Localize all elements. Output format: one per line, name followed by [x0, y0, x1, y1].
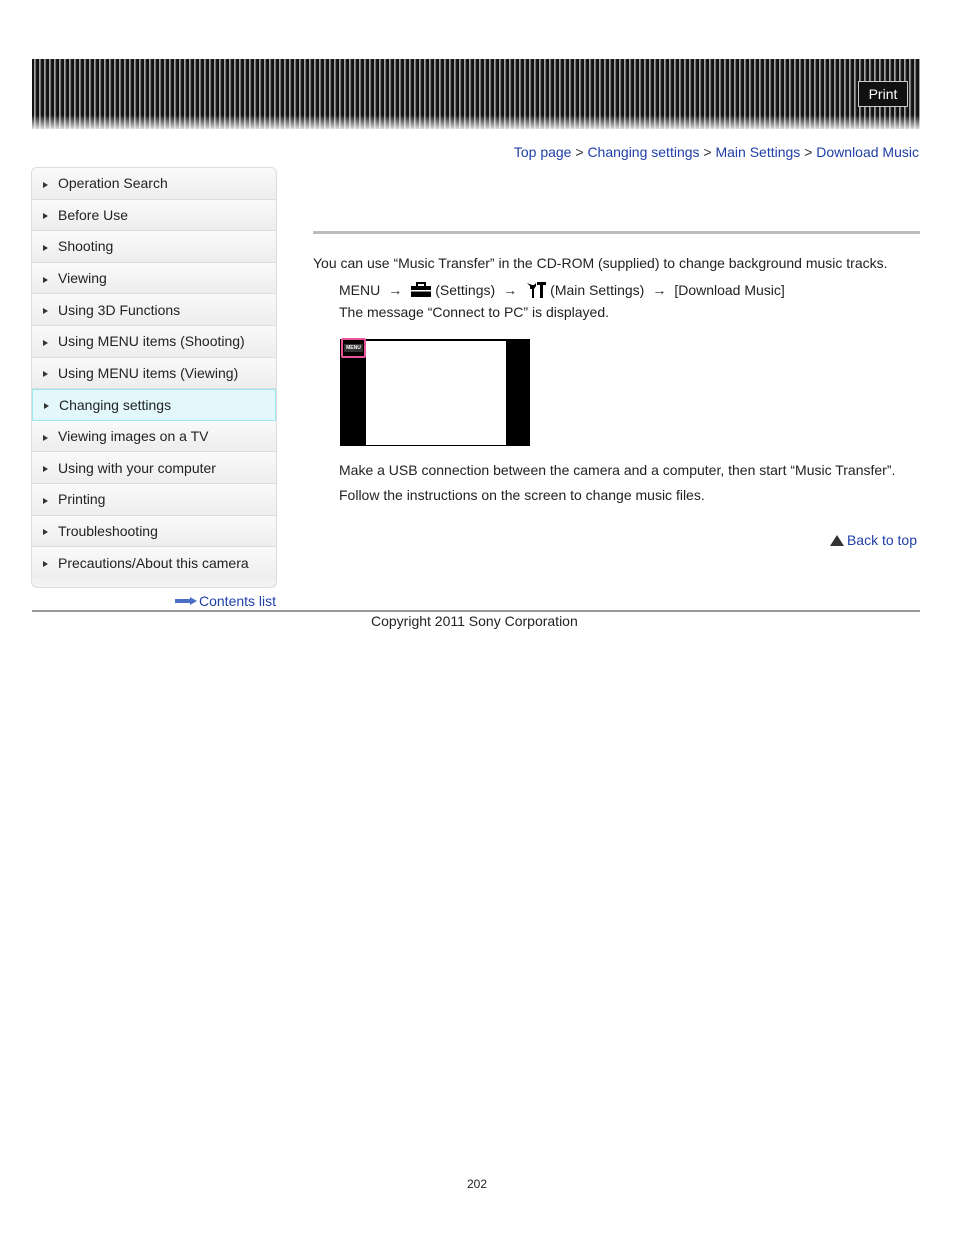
triangle-right-icon [43, 213, 48, 219]
breadcrumb-main-settings[interactable]: Main Settings [715, 144, 801, 160]
arrow-right-icon: → [388, 282, 403, 298]
page-header-banner [32, 59, 920, 129]
triangle-right-icon [43, 308, 48, 314]
screen-display-area [366, 341, 506, 445]
contents-list-label: Contents list [199, 593, 277, 609]
breadcrumb [514, 144, 919, 160]
back-to-top-label: Back to top [846, 532, 917, 548]
sidebar-item-viewing-tv[interactable] [32, 421, 276, 453]
breadcrumb-top-page[interactable]: Top page [513, 144, 572, 160]
copyright-text: Copyright 2011 Sony Corporation [371, 613, 578, 629]
print-button[interactable]: Print [858, 81, 908, 107]
step-download-music: [Download Music] [674, 282, 785, 298]
sidebar-item-precautions[interactable] [32, 547, 276, 579]
sidebar-item-printing[interactable] [32, 484, 276, 516]
sidebar-item-label: Shooting [58, 238, 114, 255]
sidebar-item-label: Using MENU items (Viewing) [58, 364, 239, 381]
sidebar-item-menu-shooting[interactable] [32, 326, 276, 358]
arrow-right-icon: → [652, 282, 667, 298]
breadcrumb-separator: > [804, 144, 813, 160]
intro-paragraph: You can use “Music Transfer” in the CD-ROM (supplied) to change background music tracks. [313, 255, 888, 271]
sidebar-item-shooting[interactable] [32, 231, 276, 263]
arrow-right-icon: → [503, 282, 518, 298]
step-settings: (Settings) [435, 282, 496, 298]
page-number: 202 [466, 1177, 488, 1191]
sidebar-item-label: Using MENU items (Shooting) [58, 333, 245, 350]
triangle-right-icon [43, 435, 48, 441]
step-main-settings: (Main Settings) [550, 282, 645, 298]
breadcrumb-separator: > [703, 144, 712, 160]
sidebar-nav [31, 167, 277, 588]
usb-connection-paragraph: Make a USB connection between the camera and a computer, then start “Music Transfer”. [339, 462, 896, 478]
breadcrumb-changing-settings[interactable]: Changing settings [587, 144, 700, 160]
sidebar-item-label: Troubleshooting [58, 522, 158, 539]
step-menu: MENU [339, 282, 381, 298]
sidebar-item-operation-search[interactable] [32, 168, 276, 200]
triangle-right-icon [43, 371, 48, 377]
title-divider [313, 231, 920, 234]
menu-step [339, 281, 785, 299]
triangle-up-icon [830, 535, 844, 546]
sidebar-item-label: Printing [58, 491, 106, 508]
sidebar-item-label: Using 3D Functions [58, 301, 181, 318]
triangle-right-icon [43, 277, 48, 283]
footer-divider [32, 610, 920, 612]
menu-button-label: MENU [346, 345, 361, 351]
triangle-right-icon [43, 466, 48, 472]
sidebar-item-label: Changing settings [59, 396, 172, 413]
back-to-top-link[interactable] [830, 532, 917, 548]
triangle-right-icon [43, 561, 48, 567]
sidebar-item-label: Viewing images on a TV [58, 428, 209, 445]
sidebar-item-label: Using with your computer [58, 459, 216, 476]
contents-list-link[interactable] [175, 593, 276, 609]
sidebar-item-computer[interactable] [32, 452, 276, 484]
triangle-right-icon [43, 529, 48, 535]
toolbox-settings-icon [410, 282, 432, 298]
arrow-right-icon [175, 597, 197, 605]
triangle-right-icon [43, 182, 48, 188]
triangle-right-icon [44, 403, 49, 409]
sidebar-item-label: Viewing [58, 270, 107, 287]
sidebar-item-changing-settings[interactable] [32, 389, 276, 421]
connect-message: The message “Connect to PC” is displayed. [339, 304, 610, 320]
sidebar-item-before-use[interactable] [32, 200, 276, 232]
menu-button-highlight [341, 338, 366, 358]
breadcrumb-separator: > [575, 144, 584, 160]
triangle-right-icon [43, 498, 48, 504]
camera-screen-illustration [340, 339, 530, 446]
sidebar-item-troubleshooting[interactable] [32, 516, 276, 548]
sidebar-item-label: Operation Search [58, 175, 168, 192]
sidebar-item-label: Precautions/About this camera [58, 554, 249, 571]
breadcrumb-download-music[interactable]: Download Music [816, 144, 919, 160]
sidebar-item-3d-functions[interactable] [32, 294, 276, 326]
triangle-right-icon [43, 245, 48, 251]
follow-instructions-paragraph: Follow the instructions on the screen to change music files. [339, 487, 705, 503]
triangle-right-icon [43, 340, 48, 346]
wrench-hammer-icon [525, 281, 547, 299]
sidebar-item-label: Before Use [58, 206, 129, 223]
sidebar-item-viewing[interactable] [32, 263, 276, 295]
sidebar-item-menu-viewing[interactable] [32, 358, 276, 390]
